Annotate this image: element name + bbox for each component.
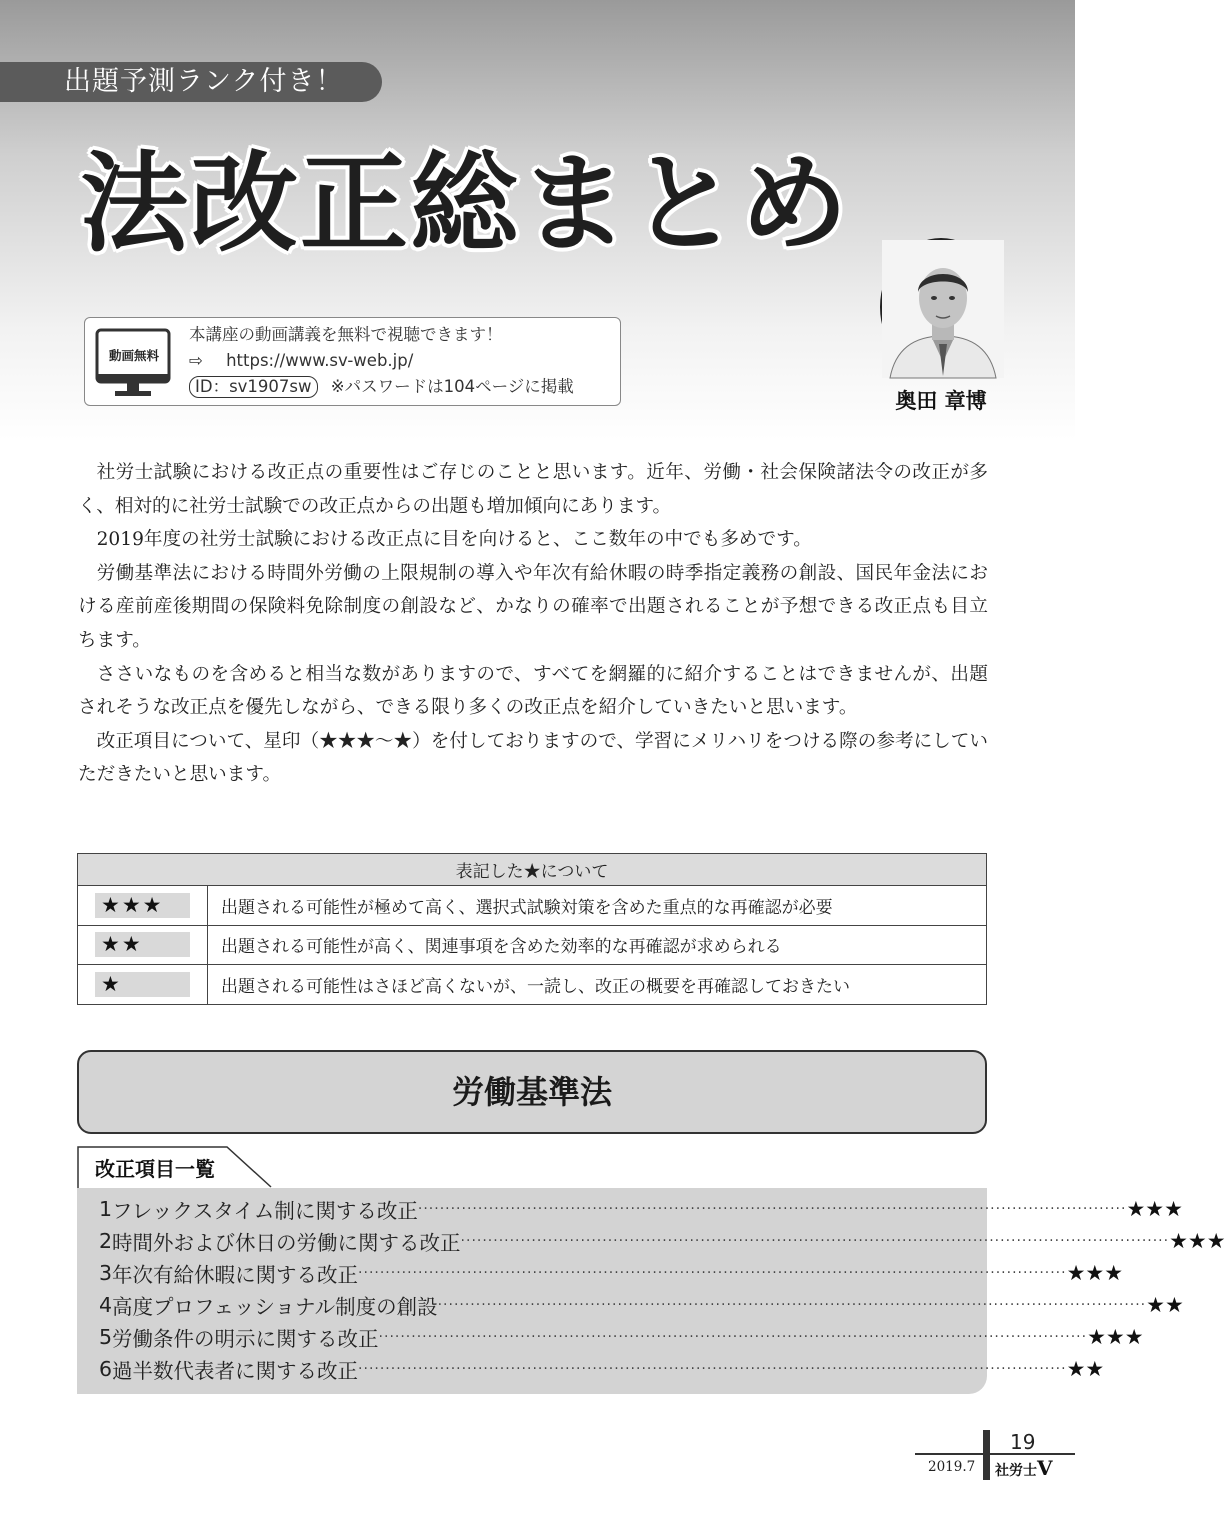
video-badge: 動画無料 (108, 348, 159, 363)
item-stars: ★★ (1066, 1357, 1105, 1381)
item-title: 労働条件の明示に関する改正 (112, 1327, 379, 1351)
leader-dots: ·································································································································· (358, 1361, 1067, 1377)
legend-header: 表記した★について (78, 854, 987, 886)
item-title: 時間外および休日の労働に関する改正 (112, 1231, 461, 1255)
leader-dots: ·································································································································· (378, 1329, 1088, 1345)
star-legend-table (77, 853, 987, 1005)
list-item (99, 1193, 1183, 1225)
legend-description: 出題される可能性が高く、関連事項を含めた効率的な再確認が求められる (208, 925, 987, 965)
video-info-box (84, 317, 621, 406)
page-title: 法改正総まとめ (80, 142, 851, 267)
legend-description: 出題される可能性が極めて高く、選択式試験対策を含めた重点的な再確認が必要 (208, 886, 987, 926)
item-title: 過半数代表者に関する改正 (112, 1359, 359, 1383)
item-stars: ★★★ (1087, 1325, 1144, 1349)
item-title: 高度プロフェッショナル制度の創設 (112, 1295, 438, 1319)
item-number: 6 (99, 1357, 113, 1381)
item-number: 5 (99, 1325, 113, 1349)
intro-text (78, 456, 988, 792)
item-number: 1 (99, 1197, 113, 1221)
list-item (99, 1353, 1105, 1385)
item-stars: ★★★ (1066, 1261, 1124, 1285)
video-url-link[interactable]: https://www.sv-web.jp/ (226, 351, 414, 370)
item-stars: ★★★ (1126, 1197, 1183, 1221)
legend-row (78, 965, 987, 1005)
legend-description: 出題される可能性はさほど高くないが、一読し、改正の概要を再確認しておきたい (208, 965, 987, 1005)
star-rating: ★★ (95, 932, 190, 957)
series-tag: 出題予測ランク付き！ (0, 62, 382, 102)
item-title: 年次有給休暇に関する改正 (112, 1263, 359, 1287)
author-name: 奥田 章博 (895, 389, 987, 413)
item-number: 3 (99, 1261, 113, 1285)
legend-row (78, 886, 987, 926)
revision-list (77, 1188, 1226, 1394)
item-title: フレックスタイム制に関する改正 (112, 1199, 418, 1223)
list-item (99, 1257, 1124, 1289)
leader-dots: ·································································································································· (460, 1233, 1170, 1249)
intro-paragraph: 2019年度の社労士試験における改正点に目を向けると、ここ数年の中でも多めです。 (96, 529, 812, 551)
author-photo (880, 238, 1002, 376)
legend-row (78, 925, 987, 965)
section-heading: 労働基準法 (77, 1050, 987, 1134)
magazine-name: 社労士V (995, 1456, 1053, 1480)
leader-dots: ·································································································································· (358, 1265, 1067, 1281)
issue-date: 2019.7 (928, 1459, 976, 1475)
star-rating: ★★★ (95, 893, 190, 918)
monitor-icon (95, 326, 171, 402)
item-number: 2 (99, 1229, 113, 1253)
footer-bar (983, 1430, 990, 1480)
intro-paragraph: 社労士試験における改正点の重要性はご存じのことと思います。近年、労働・社会保険諸法令の改正が多く、相対的に社労士試験での改正点からの出題も増加傾向にあります。 (78, 462, 988, 517)
leader-dots: ·································································································································· (437, 1297, 1147, 1313)
page-number: 19 (1010, 1430, 1036, 1454)
arrow-icon: ⇨ (189, 351, 203, 370)
footer-rule (915, 1453, 1075, 1455)
intro-paragraph: 労働基準法における時間外労働の上限規制の導入や年次有給休暇の時季指定義務の創設、国民年金法における産前産後期間の保険料免除制度の創設など、かなりの確率で出題されることが予想できる改正点も目立ちます。 (78, 562, 988, 651)
leader-dots: ·································································································································· (417, 1201, 1127, 1217)
list-item (99, 1289, 1184, 1321)
list-item (99, 1321, 1144, 1353)
item-stars: ★★★ (1169, 1229, 1226, 1253)
video-id-label: ID：sv1907sw (189, 376, 318, 398)
list-heading: 改正項目一覧 (95, 1157, 215, 1181)
item-stars: ★★ (1146, 1293, 1184, 1317)
intro-paragraph: ささいなものを含めると相当な数がありますので、すべてを網羅的に紹介することはできませんが、出題されそうな改正点を優先しながら、できる限り多くの改正点を紹介していきたいと思います。 (78, 663, 988, 719)
intro-paragraph: 改正項目について、星印（★★★～★）を付しておりますので、学習にメリハリをつける際の参考にしていただきたいと思います。 (78, 730, 988, 786)
video-description: 本講座の動画講義を無料で視聴できます！ (189, 325, 503, 344)
password-note: ※パスワードは104ページに掲載 (330, 377, 574, 396)
list-item (99, 1225, 1226, 1257)
item-number: 4 (99, 1293, 113, 1317)
star-rating: ★ (95, 972, 190, 997)
